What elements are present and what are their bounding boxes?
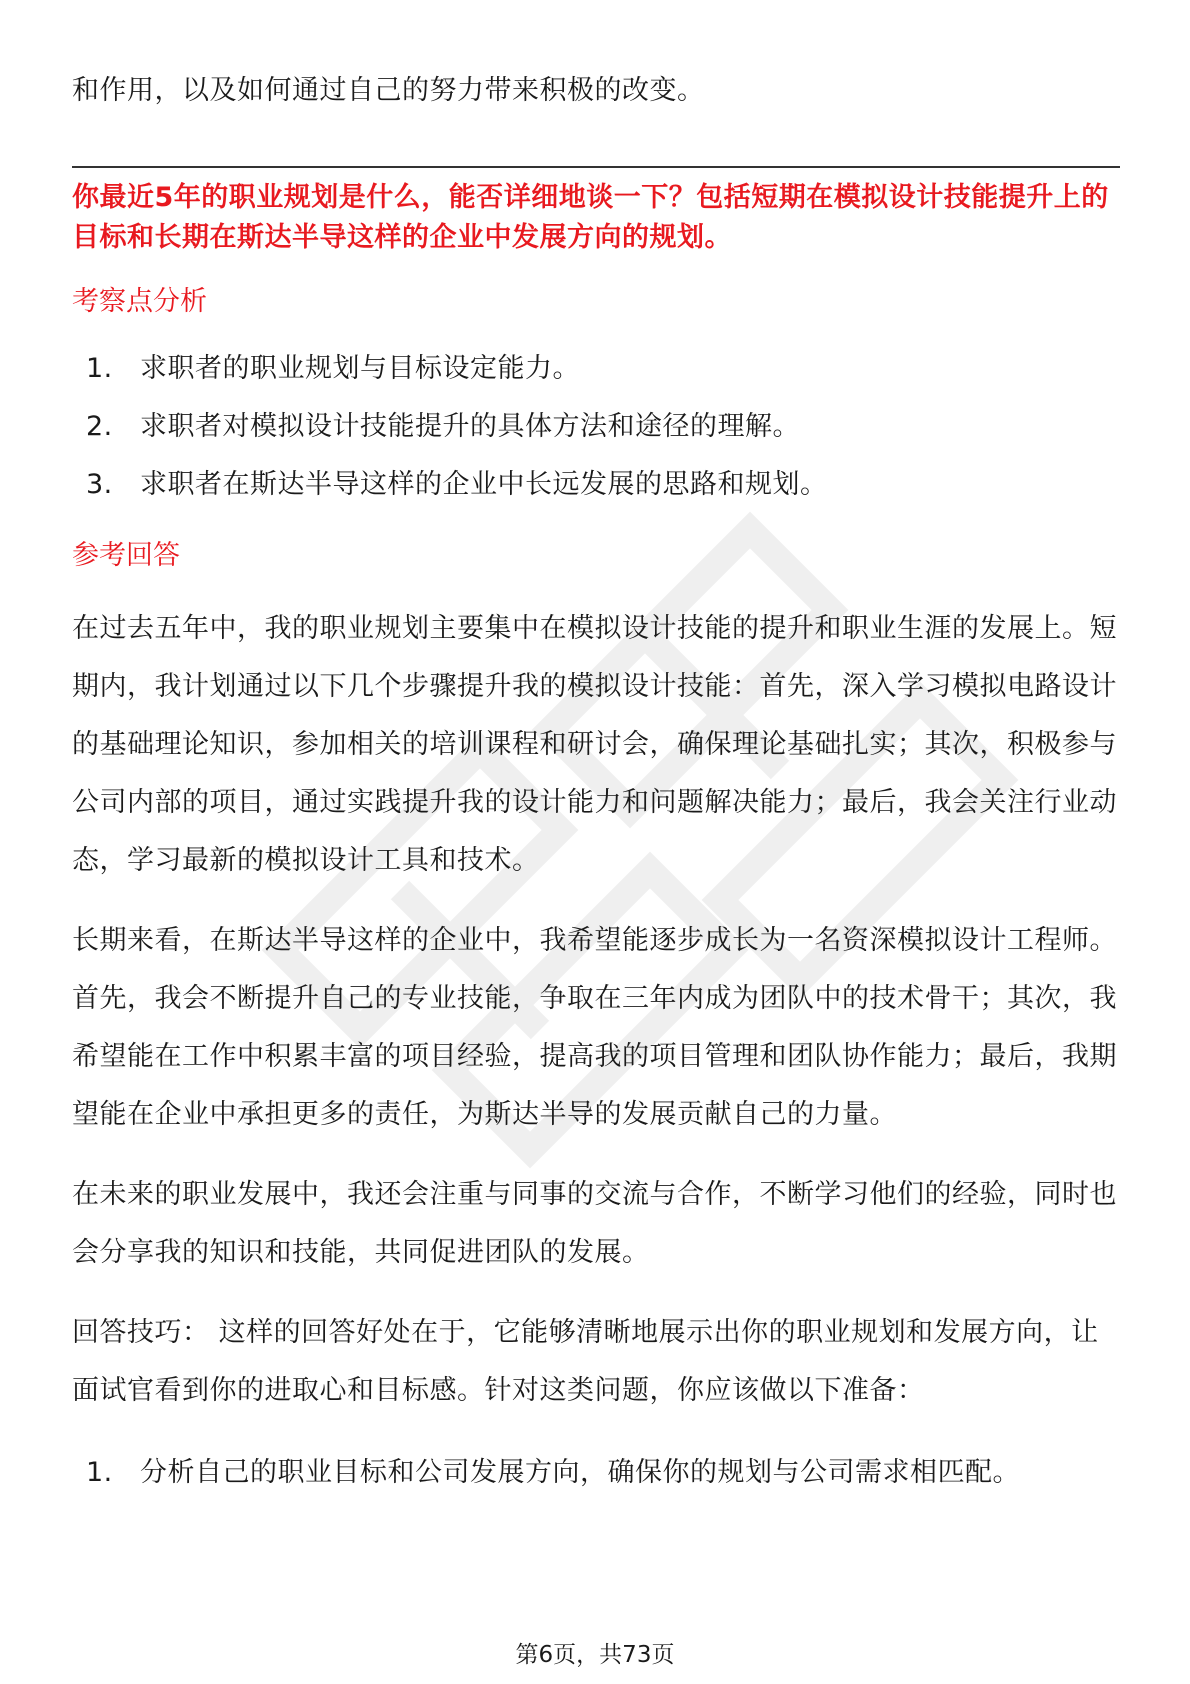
- answer-paragraph-3: 在未来的职业发展中，我还会注重与同事的交流与合作，不断学习他们的经验，同时也会分享我的知识和技能，共同促进团队的发展。: [72, 1179, 1117, 1268]
- list-item-text: 求职者的职业规划与目标设定能力。: [140, 353, 580, 384]
- list-item-text: 分析自己的职业目标和公司发展方向，确保你的规划与公司需求相匹配。: [140, 1457, 1020, 1488]
- answer-tips: 回答技巧： 这样的回答好处在于，它能够清晰地展示出你的职业规划和发展方向，让面试官看到你的进取心和目标感。针对这类问题，你应该做以下准备：: [72, 1317, 1099, 1406]
- analysis-title: 考察点分析: [72, 286, 207, 317]
- answer-paragraph-2: 长期来看，在斯达半导这样的企业中，我希望能逐步成长为一名资深模拟设计工程师。首先，我会不断提升自己的专业技能，争取在三年内成为团队中的技术骨干；其次，我希望能在工作中积累丰富的项目经验，提高我的项目管理和团队协作能力；最后，我期望能在企业中承担更多的责任，为斯达半导的发展贡献自己的力量。: [72, 925, 1117, 1130]
- list-item-number: 1.: [86, 1457, 113, 1488]
- list-item-text: 求职者在斯达半导这样的企业中长远发展的思路和规划。: [140, 469, 828, 500]
- list-item: [72, 1444, 1120, 1502]
- list-item-number: 3.: [86, 469, 113, 500]
- interview-question: 你最近5年的职业规划是什么，能否详细地谈一下？包括短期在模拟设计技能提升上的目标和长期在斯达半导这样的企业中发展方向的规划。: [72, 182, 1109, 253]
- list-item-number: 1.: [86, 353, 113, 384]
- tips-list: [72, 1444, 1120, 1502]
- analysis-list: [72, 340, 1120, 514]
- list-item: [72, 456, 1120, 514]
- list-item-text: 求职者对模拟设计技能提升的具体方法和途径的理解。: [140, 411, 800, 442]
- answer-body: [72, 600, 1120, 1502]
- list-item: [72, 398, 1120, 456]
- list-item-number: 2.: [86, 411, 113, 442]
- list-item: [72, 340, 1120, 398]
- intro-tail-text: 和作用，以及如何通过自己的努力带来积极的改变。: [72, 75, 705, 106]
- answer-paragraph-1: 在过去五年中，我的职业规划主要集中在模拟设计技能的提升和职业生涯的发展上。短期内，我计划通过以下几个步骤提升我的模拟设计技能：首先，深入学习模拟电路设计的基础理论知识，参加相关的培训课程和研讨会，确保理论基础扎实；其次，积极参与公司内部的项目，通过实践提升我的设计能力和问题解决能力；最后，我会关注行业动态，学习最新的模拟设计工具和技术。: [72, 613, 1117, 876]
- answer-title: 参考回答: [72, 540, 180, 571]
- page-number-footer: 第6页，共73页: [515, 1642, 675, 1668]
- section-divider: [72, 166, 1120, 168]
- page-content: [72, 62, 1120, 1502]
